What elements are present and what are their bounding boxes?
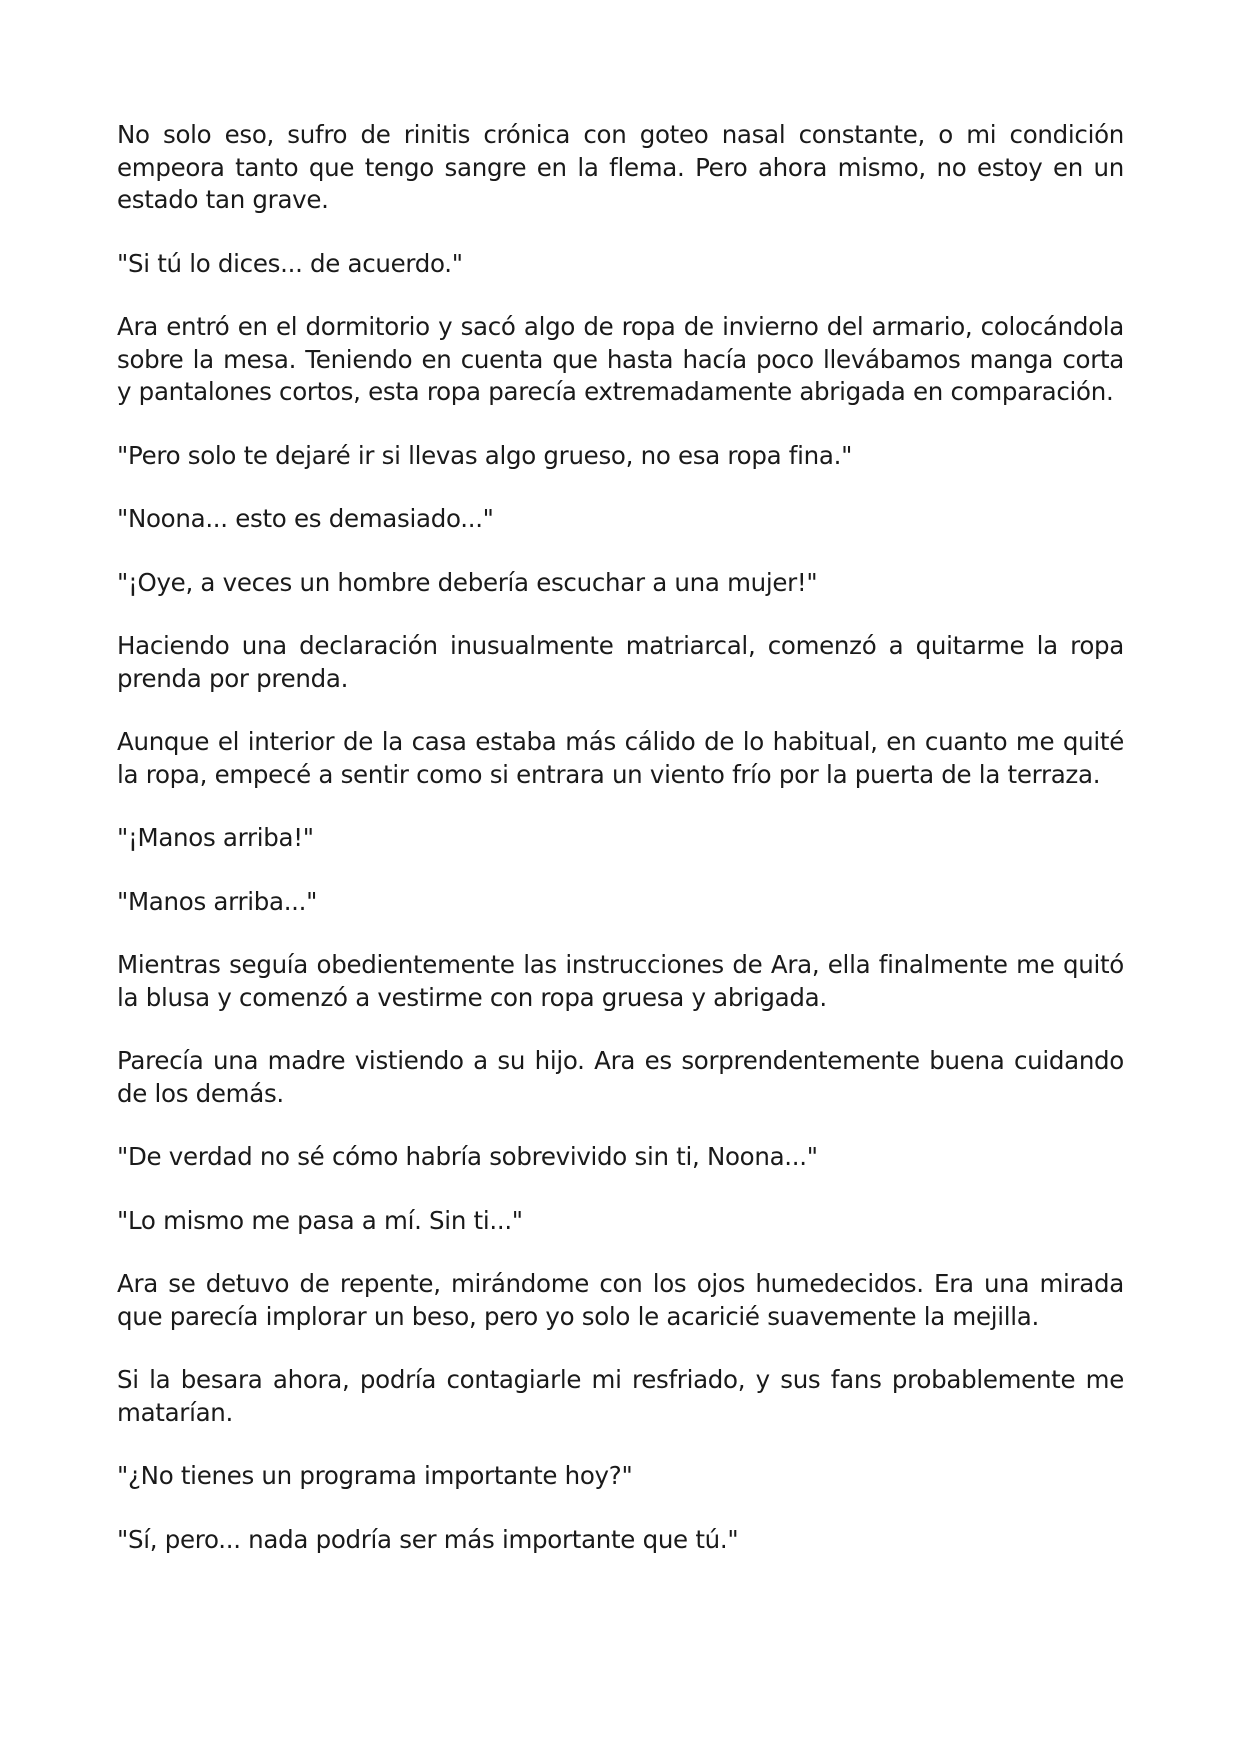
dialogue-line: "¡Manos arriba!" (117, 823, 314, 852)
paragraph: Mientras seguía obedientemente las instrucciones de Ara, ella finalmente me quitó la blusa y comenzó a vestirme con ropa gruesa y abrigada. (117, 950, 1124, 1012)
paragraph: Aunque el interior de la casa estaba más cálido de lo habitual, en cuanto me quité la ropa, empecé a sentir como si entrara un viento frío por la puerta de la terraza. (117, 727, 1124, 789)
dialogue-line: "De verdad no sé cómo habría sobrevivido sin ti, Noona..." (117, 1142, 818, 1171)
dialogue-line: "Manos arriba..." (117, 886, 318, 916)
paragraph: Si la besara ahora, podría contagiarle mi resfriado, y sus fans probablemente me matarían. (117, 1365, 1124, 1427)
dialogue-line: "Noona... esto es demasiado..." (117, 504, 494, 533)
dialogue-line: "Si tú lo dices... de acuerdo." (117, 248, 463, 278)
paragraph: Haciendo una declaración inusualmente matriarcal, comenzó a quitarme la ropa prenda por prenda. (117, 631, 1124, 693)
paragraph: Parecía una madre vistiendo a su hijo. Ara es sorprendentemente buena cuidando de los demás. (117, 1046, 1124, 1108)
dialogue-line: "¿No tienes un programa importante hoy?" (117, 1461, 633, 1490)
dialogue-line: "Lo mismo me pasa a mí. Sin ti..." (117, 1205, 523, 1235)
paragraph: Ara entró en el dormitorio y sacó algo de ropa de invierno del armario, colocándola sobre la mesa. Teniendo en cuenta que hasta hacía poco llevábamos manga corta y pantalones cortos, esta ropa parecía extremadamente abrigada en comparación. (117, 312, 1124, 406)
dialogue-line: "Pero solo te dejaré ir si llevas algo grueso, no esa ropa fina." (117, 440, 853, 470)
paragraph: Ara se detuvo de repente, mirándome con los ojos humedecidos. Era una mirada que parecía implorar un beso, pero yo solo le acaricié suavemente la mejilla. (117, 1269, 1124, 1331)
dialogue-line: "Sí, pero... nada podría ser más importante que tú." (117, 1524, 739, 1554)
dialogue-line: "¡Oye, a veces un hombre debería escuchar a una mujer!" (117, 567, 818, 597)
document-page (117, 119, 1124, 1587)
paragraph: No solo eso, sufro de rinitis crónica con goteo nasal constante, o mi condición empeora tanto que tengo sangre en la flema. Pero ahora mismo, no estoy en un estado tan grave. (117, 120, 1124, 214)
